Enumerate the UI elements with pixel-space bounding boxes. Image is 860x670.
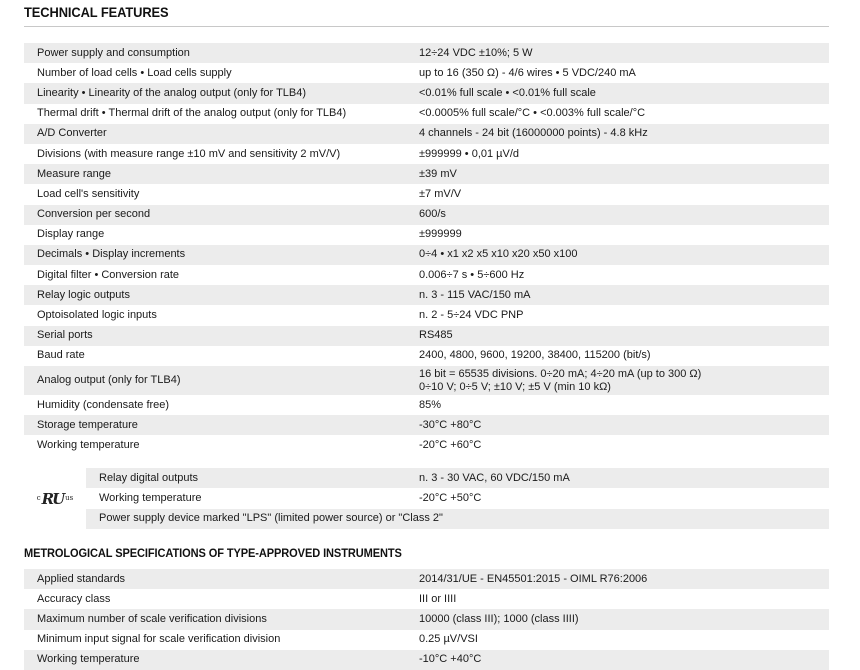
row-label: Linearity • Linearity of the analog output (only for TLB4)	[24, 83, 409, 103]
row-label: Power supply and consumption	[24, 43, 409, 63]
row-label: Serial ports	[24, 326, 409, 346]
row-label: Working temperature	[24, 650, 409, 670]
row-label: Working temperature	[24, 435, 409, 455]
row-label: Relay digital outputs	[86, 468, 409, 488]
row-label: Optoisolated logic inputs	[24, 305, 409, 325]
row-label: Measure range	[24, 164, 409, 184]
row-value: ±7 mV/V	[409, 184, 829, 204]
table-row	[24, 265, 829, 285]
row-label: Number of load cells • Load cells supply	[24, 63, 409, 83]
table-row	[24, 305, 829, 325]
row-value-multiline	[409, 366, 829, 395]
table-row	[24, 609, 829, 629]
table-row	[24, 144, 829, 164]
table-row	[24, 509, 829, 529]
technical-features-title: TECHNICAL FEATURES	[24, 4, 169, 20]
row-value: 12÷24 VDC ±10%; 5 W	[409, 43, 829, 63]
table-row	[24, 205, 829, 225]
row-label: Load cell's sensitivity	[24, 184, 409, 204]
row-label: Analog output (only for TLB4)	[24, 366, 409, 395]
metrological-specs-table	[24, 569, 829, 670]
ul-power-note: Power supply device marked "LPS" (limited power source) or "Class 2"	[86, 509, 829, 529]
row-value: 0.25 µV/VSI	[409, 630, 829, 650]
technical-features-table	[24, 43, 829, 456]
row-value: -10°C +40°C	[409, 650, 829, 670]
row-label: Digital filter • Conversion rate	[24, 265, 409, 285]
row-value: n. 2 - 5÷24 VDC PNP	[409, 305, 829, 325]
row-label: Applied standards	[24, 569, 409, 589]
table-row	[24, 326, 829, 346]
row-value: <0.0005% full scale/°C • <0.003% full scale/°C	[409, 104, 829, 124]
table-row	[24, 468, 829, 488]
value-line: 0÷10 V; 0÷5 V; ±10 V; ±5 V (min 10 kΩ)	[419, 380, 611, 393]
row-label: Storage temperature	[24, 415, 409, 435]
table-row	[24, 569, 829, 589]
row-value: 10000 (class III); 1000 (class IIII)	[409, 609, 829, 629]
table-row	[24, 184, 829, 204]
row-label: Divisions (with measure range ±10 mV and sensitivity 2 mV/V)	[24, 144, 409, 164]
value-line: 16 bit = 65535 divisions. 0÷20 mA; 4÷20 mA (up to 300 Ω)	[419, 367, 702, 380]
row-label: Baud rate	[24, 346, 409, 366]
row-value: up to 16 (350 Ω) - 4/6 wires • 5 VDC/240 mA	[409, 63, 829, 83]
table-row	[24, 589, 829, 609]
table-row	[24, 435, 829, 455]
row-value: <0.01% full scale • <0.01% full scale	[409, 83, 829, 103]
row-value: ±39 mV	[409, 164, 829, 184]
ul-recognized-icon: c RU us	[36, 489, 74, 508]
table-row	[24, 395, 829, 415]
row-label: Thermal drift • Thermal drift of the analog output (only for TLB4)	[24, 104, 409, 124]
row-value: -30°C +80°C	[409, 415, 829, 435]
table-row	[24, 164, 829, 184]
table-row	[24, 285, 829, 305]
ul-certification-table	[24, 468, 829, 529]
row-label: Accuracy class	[24, 589, 409, 609]
row-value: 85%	[409, 395, 829, 415]
ul-logo-cell	[24, 468, 86, 529]
table-row	[24, 415, 829, 435]
table-row	[24, 630, 829, 650]
row-label: A/D Converter	[24, 124, 409, 144]
row-value: 2400, 4800, 9600, 19200, 38400, 115200 (bit/s)	[409, 346, 829, 366]
row-value: n. 3 - 115 VAC/150 mA	[409, 285, 829, 305]
row-label: Minimum input signal for scale verification division	[24, 630, 409, 650]
table-row	[24, 346, 829, 366]
row-value: -20°C +60°C	[409, 435, 829, 455]
table-row	[24, 245, 829, 265]
table-row	[24, 650, 829, 670]
row-value: -20°C +50°C	[409, 488, 829, 508]
row-value: 2014/31/UE - EN45501:2015 - OIML R76:2006	[409, 569, 829, 589]
metrological-specs-title: METROLOGICAL SPECIFICATIONS OF TYPE-APPROVED INSTRUMENTS	[24, 546, 402, 560]
table-row	[24, 83, 829, 103]
row-label: Working temperature	[86, 488, 409, 508]
row-value: RS485	[409, 326, 829, 346]
table-row	[24, 488, 829, 508]
row-value: 600/s	[409, 205, 829, 225]
row-label: Display range	[24, 225, 409, 245]
table-row	[24, 124, 829, 144]
row-label: Conversion per second	[24, 205, 409, 225]
table-row	[24, 63, 829, 83]
row-value: 0÷4 • x1 x2 x5 x10 x20 x50 x100	[409, 245, 829, 265]
row-label: Maximum number of scale verification divisions	[24, 609, 409, 629]
row-value: ±999999	[409, 225, 829, 245]
row-label: Relay logic outputs	[24, 285, 409, 305]
row-value: ±999999 • 0,01 µV/d	[409, 144, 829, 164]
table-row	[24, 225, 829, 245]
row-value: III or IIII	[409, 589, 829, 609]
row-value: n. 3 - 30 VAC, 60 VDC/150 mA	[409, 468, 829, 488]
row-value: 4 channels - 24 bit (16000000 points) - 4.8 kHz	[409, 124, 829, 144]
table-row	[24, 104, 829, 124]
row-value: 0.006÷7 s • 5÷600 Hz	[409, 265, 829, 285]
table-row	[24, 366, 829, 395]
title-divider	[24, 26, 829, 27]
row-label: Humidity (condensate free)	[24, 395, 409, 415]
row-label: Decimals • Display increments	[24, 245, 409, 265]
table-row	[24, 43, 829, 63]
